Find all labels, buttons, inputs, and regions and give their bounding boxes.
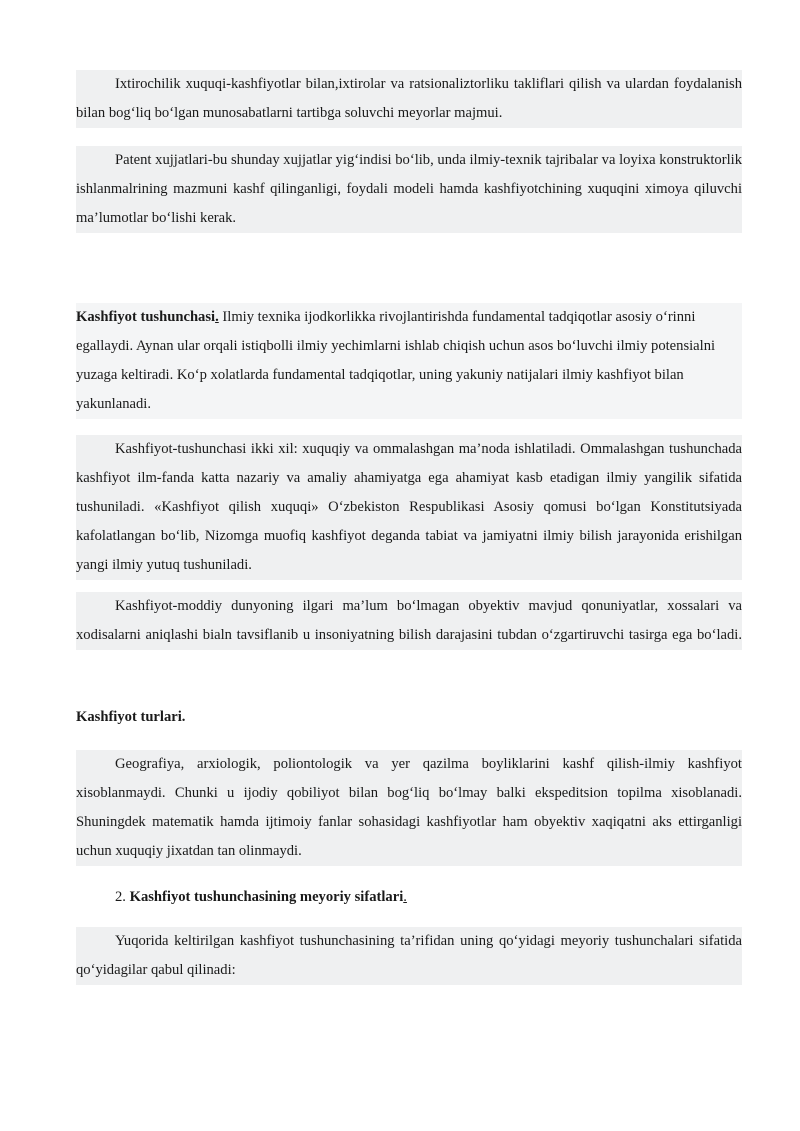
paragraph-kashfiyot-ikki-xil: Kashfiyot-tushunchasi ikki xil: xuquqiy va ommalashgan ma’noda ishlatiladi. Ommalashgan tushunchada kashfiyot ilm-fanda katta nazariy va amaliy ahamiyatga ega ahamiyat kasb etadigan ilmiy yangilik sifatida tushuniladi. «Kashfiyot qilish xuquqi» O‘zbekiston Respublikasi Asosiy qomusi bo‘lgan Konstitutsiyada kafolatlangan bo‘lib, Nizomga muofiq kashfiyot deganda tabiat va jamiyatni ilmiy bilish jarayonida erishilgan yangi ilmiy yutuq tushuniladi.: [76, 435, 742, 580]
paragraph-ixtirochilik-xuquqi: Ixtirochilik xuquqi-kashfiyotlar bilan,ixtirolar va ratsionaliztorliku takliflari qilish va ulardan foydalanish bilan bog‘liq bo‘lgan munosabatlarni tartibga soluvchi meyorlar majmui.: [76, 70, 742, 128]
meyoriy-sifatlari-term: Kashfiyot tushunchasining meyoriy sifatlari: [129, 889, 404, 905]
paragraph-kashfiyot-moddiy-dunyo: Kashfiyot-moddiy dunyoning ilgari ma’lum bo‘lmagan obyektiv mavjud qonuniyatlar, xossalari va xodisalarni aniqlashi bialn tavsiflanib u insoniyatning bilish darajasini tubdan o‘zgartiruvchi tasirga ega bo‘ladi.: [76, 592, 742, 650]
paragraph-kashfiyot-tushunchasi: [76, 303, 742, 419]
paragraph-geografiya: Geografiya, arxiologik, poliontologik va yer qazilma boyliklarini kashf qilish-ilmiy kashfiyot xisoblanmaydi. Chunki u ijodiy qobiliyot bilan bog‘liq bo‘lmay balki ekspeditsion topilma xisoblanadi. Shuningdek matematik hamda ijtimoiy fanlar sohasidagi kashfiyotlar ham obyektiv xaqiqatni aks ettirganligi uchun xuquqiy jixatdan tan olinmaydi.: [76, 750, 742, 866]
paragraph-yuqorida-keltirilgan: Yuqorida keltirilgan kashfiyot tushunchasining ta’rifidan uning qo‘yidagi meyoriy tushunchalari sifatida qo‘yidagilar qabul qilinadi:: [76, 927, 742, 985]
kashfiyot-tushunchasi-term: Kashfiyot tushunchasi: [76, 309, 216, 325]
paragraph-patent-xujjatlari: Patent xujjatlari-bu shunday xujjatlar yig‘indisi bo‘lib, unda ilmiy-texnik tajribalar va loyixa konstruktorlik ishlanmalrining mazmuni kashf qilinganligi, foydali modeli hamda kashfiyotchining xuquqini ximoya qiluvchi ma’lumotlar bo‘lishi kerak.: [76, 146, 742, 233]
list-number: 2.: [115, 889, 130, 905]
heading-kashfiyot-turlari: Kashfiyot turlari.: [76, 709, 186, 725]
kashfiyot-tushunchasi-body: Ilmiy texnika ijodkorlikka rivojlantirishda fundamental tadqiqotlar asosiy o‘rinni egallaydi. Aynan ular orqali istiqbolli ilmiy yechimlarni ishlab chiqish uchun asos bo‘luvchi ilmiy potensialni yuzaga keltiradi. Ko‘p xolatlarda fundamental tadqiqotlar, uning yakuniy natijalari ilmiy kashfiyot bilan yakunlanadi.: [76, 309, 716, 412]
numbered-heading-meyoriy-sifatlari: [76, 883, 742, 912]
kashfiyot-tushunchasi-dot: .: [215, 309, 219, 325]
meyoriy-sifatlari-dot: .: [403, 889, 407, 905]
